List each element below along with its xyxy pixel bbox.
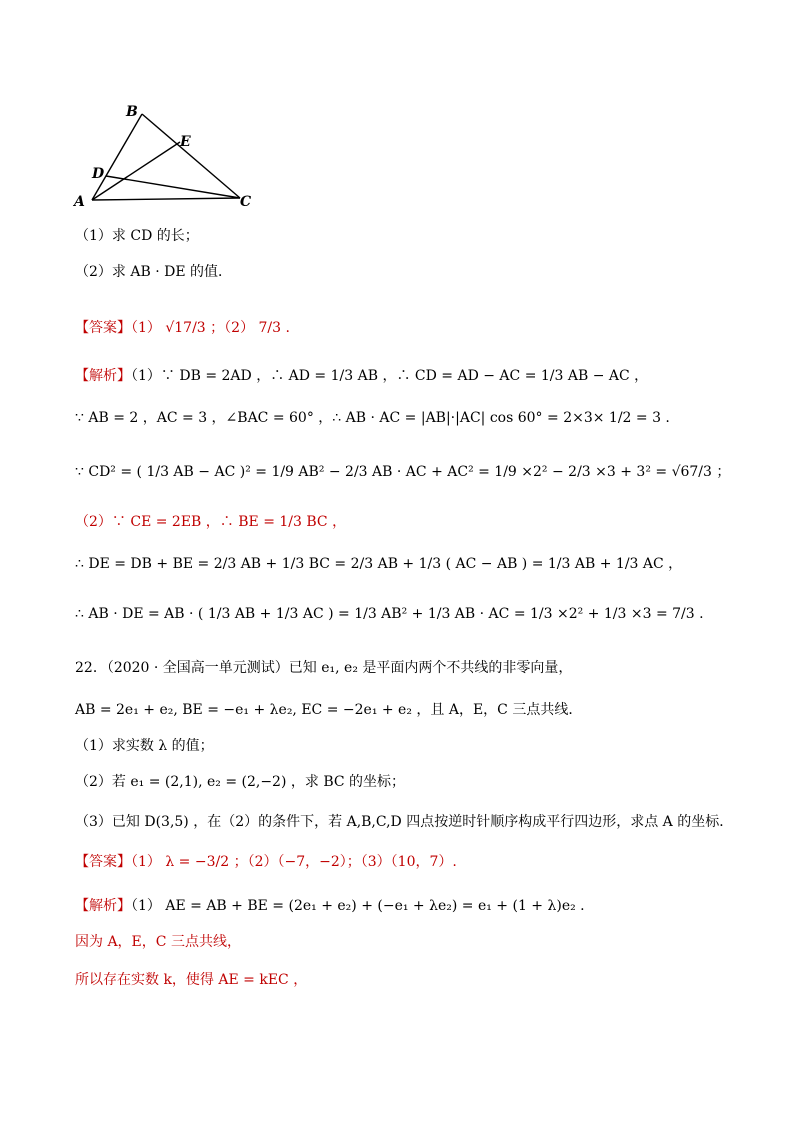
answer-text: （1） λ = −3/2 ；（2）（−7，−2）；（3）（10，7）.: [131, 854, 457, 870]
analysis-22-line-2: 因为 A，E，C 三点共线，: [75, 934, 241, 950]
label-B: B: [126, 104, 138, 120]
analysis-1-line-6: ∴ AB · DE = AB · ( 1/3 AB + 1/3 AC ) = 1/3 AB² + 1/3 AB · AC = 1/3 ×2² + 1/3 ×3 = 7/3 .: [75, 606, 704, 622]
analysis-22-line-3: 所以存在实数 k，使得 AE = kEC ，: [75, 972, 308, 988]
analysis-tag: 【解析】: [75, 898, 131, 914]
analysis-1-line-3: ∵ CD² = ( 1/3 AB − AC )² = 1/9 AB² − 2/3 AB · AC + AC² = 1/9 ×2² − 2/3 ×3 + 3² = √67/3 ；: [75, 464, 731, 480]
segment-BC: [142, 114, 240, 198]
question-22-part-3: （3）已知 D(3,5) ，在（2）的条件下，若 A,B,C,D 四点按逆时针顺序构成平行四边形，求点 A 的坐标．: [75, 814, 734, 830]
answer-tag: 【答案】: [75, 854, 131, 870]
triangle-figure: [70, 98, 270, 213]
analysis-1-line-4: （2）∵ CE = 2EB ，∴ BE = 1/3 BC ，: [75, 514, 347, 530]
answer-text: （1） √17/3 ；（2） 7/3 .: [131, 320, 290, 336]
label-C: C: [240, 194, 252, 210]
answer-1: [75, 318, 290, 338]
label-D: D: [92, 166, 105, 182]
analysis-tag: 【解析】: [75, 368, 131, 384]
question-22-stem-1: 22．（2020 · 全国高一单元测试）已知 e₁, e₂ 是平面内两个不共线的非零向量，: [75, 660, 573, 676]
label-A: A: [74, 194, 85, 210]
segment-AB: [92, 114, 142, 200]
question-part-1: （1）求 CD 的长；: [75, 228, 199, 244]
segment-AE: [92, 142, 180, 200]
analysis-line: （1）∵ DB = 2AD ，∴ AD = 1/3 AB ，∴ CD = AD − AC = 1/3 AB − AC ，: [131, 368, 649, 384]
analysis-1-line-5: ∴ DE = DB + BE = 2/3 AB + 1/3 BC = 2/3 AB + 1/3 ( AC − AB ) = 1/3 AB + 1/3 AC ，: [75, 556, 683, 572]
analysis-1-line-1: [75, 366, 648, 386]
analysis-22-line-1: [75, 896, 585, 916]
analysis-1-line-2: ∵ AB = 2 ，AC = 3 ，∠BAC = 60° ，∴ AB · AC = |AB|·|AC| cos 60° = 2×3× 1/2 = 3 .: [75, 410, 670, 426]
answer-22: [75, 852, 457, 872]
question-22-part-2: （2）若 e₁ = (2,1), e₂ = (2,−2) ，求 BC 的坐标；: [75, 774, 406, 790]
question-part-2: （2）求 AB · DE 的值．: [75, 264, 233, 280]
segment-AC: [92, 198, 240, 200]
question-22-part-1: （1）求实数 λ 的值；: [75, 738, 214, 754]
question-22-stem-2: AB = 2e₁ + e₂, BE = −e₁ + λe₂, EC = −2e₁ + e₂ ，且 A，E，C 三点共线．: [75, 702, 583, 718]
label-E: E: [180, 134, 191, 150]
answer-tag: 【答案】: [75, 320, 131, 336]
segment-DC: [106, 176, 240, 198]
analysis-line: （1） AE = AB + BE = (2e₁ + e₂) + (−e₁ + λe₂) = e₁ + (1 + λ)e₂ .: [131, 898, 585, 914]
